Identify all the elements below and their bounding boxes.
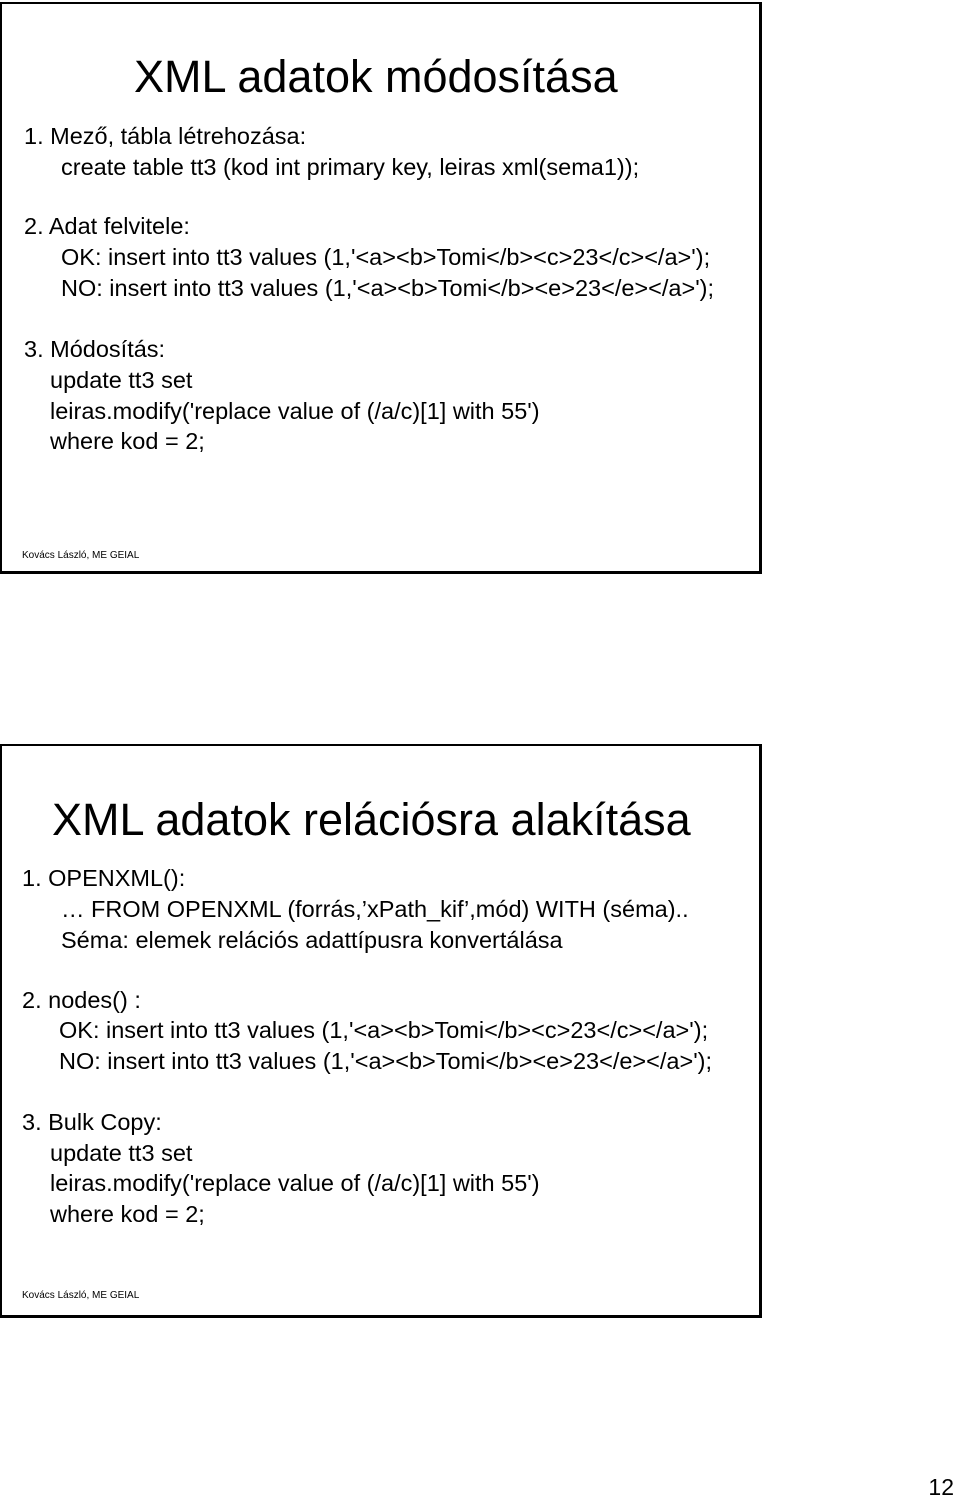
text-line: Séma: elemek relációs adattípusra konvertálása	[61, 927, 563, 953]
slide-title: XML adatok relációsra alakítása	[52, 794, 691, 845]
code-line: leiras.modify('replace value of (/a/c)[1] with 55')	[50, 1170, 540, 1196]
list-item-heading: 2. Adat felvitele:	[24, 213, 190, 239]
page-number: 12	[928, 1474, 954, 1500]
code-line: NO: insert into tt3 values (1,'<a><b>Tomi</b><e>23</e></a>');	[59, 1048, 713, 1074]
list-item-heading: 2. nodes() :	[22, 987, 141, 1013]
code-line: … FROM OPENXML (forrás,’xPath_kif’,mód) WITH (séma)..	[61, 896, 689, 922]
code-line: OK: insert into tt3 values (1,'<a><b>Tomi</b><c>23</c></a>');	[59, 1017, 709, 1043]
list-item-heading: 1. OPENXML():	[22, 865, 186, 891]
list-item-heading: 3. Módosítás:	[24, 336, 166, 362]
code-line: leiras.modify('replace value of (/a/c)[1] with 55')	[50, 398, 540, 424]
code-line: where kod = 2;	[50, 1201, 205, 1227]
slide-2	[0, 744, 762, 1318]
slide-title: XML adatok módosítása	[134, 51, 618, 102]
code-line: update tt3 set	[50, 367, 193, 393]
slide-1	[0, 2, 762, 574]
code-line: where kod = 2;	[50, 428, 205, 454]
slide-footer: Kovács László, ME GEIAL	[22, 550, 140, 561]
slide-footer: Kovács László, ME GEIAL	[22, 1290, 140, 1301]
list-item-heading: 1. Mező, tábla létrehozása:	[24, 123, 307, 149]
code-line: create table tt3 (kod int primary key, leiras xml(sema1));	[61, 154, 640, 180]
code-line: NO: insert into tt3 values (1,'<a><b>Tomi</b><e>23</e></a>');	[61, 275, 715, 301]
code-line: OK: insert into tt3 values (1,'<a><b>Tomi</b><c>23</c></a>');	[61, 244, 711, 270]
code-line: update tt3 set	[50, 1140, 193, 1166]
list-item-heading: 3. Bulk Copy:	[22, 1109, 162, 1135]
